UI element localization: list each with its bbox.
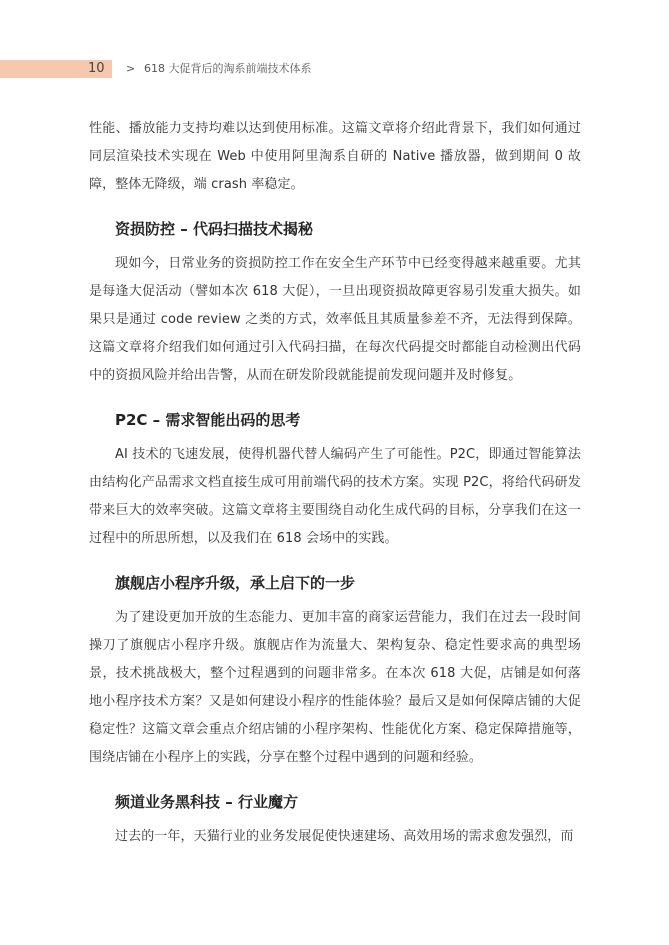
- paragraph-risk-control: 现如今，日常业务的资损防控工作在安全生产环节中已经变得越来越重要。尤其是每逢大促活动（譬如本次 618 大促），一旦出现资损故障更容易引发重大损失。如果只是通过 code review 之类的方式，效率低且其质量参差不齐，无法得到保障。这篇文章将介绍我们如何通过引入代码扫描，在每次代码提交时都能自动检测出代码中的资损风险并给出告警，从而在研发阶段就能提前发现问题并及时修复。: [89, 256, 581, 383]
- section-heading-industry-cube: 频道业务黑科技 – 行业魔方: [115, 793, 298, 811]
- running-title: 618 大促背后的淘系前端技术体系: [144, 62, 312, 75]
- page-number: 10: [88, 61, 105, 76]
- section-heading-p2c: P2C – 需求智能出码的思考: [115, 411, 301, 429]
- paragraph-intro: 性能、播放能力支持均难以达到使用标准。这篇文章将介绍此背景下，我们如何通过同层渲染技术实现在 Web 中使用阿里淘系自研的 Native 播放器，做到期间 0 故障，整体无降级，端 crash 率稳定。: [89, 121, 581, 192]
- paragraph-flagship-store: 为了建设更加开放的生态能力、更加丰富的商家运营能力，我们在过去一段时间操刀了旗舰店小程序升级。旗舰店作为流量大、架构复杂、稳定性要求高的典型场景，技术挑战极大，整个过程遇到的问题非常多。在本次 618 大促，店铺是如何落地小程序技术方案？又是如何建设小程序的性能体验？最后又是如何保障店铺的大促稳定性？这篇文章会重点介绍店铺的小程序架构、性能优化方案、稳定保障措施等，围绕店铺在小程序上的实践，分享在整个过程中遇到的问题和经验。: [89, 610, 581, 765]
- paragraph-industry-cube: 过去的一年，天猫行业的业务发展促使快速建场、高效用场的需求愈发强烈，而: [115, 829, 574, 844]
- article-body: [89, 115, 581, 851]
- section-heading-risk-control: 资损防控 – 代码扫描技术揭秘: [115, 220, 313, 238]
- chevron-right-icon: >: [126, 62, 136, 75]
- section-heading-flagship-store: 旗舰店小程序升级，承上启下的一步: [115, 574, 356, 592]
- paragraph-p2c: AI 技术的飞速发展，使得机器代替人编码产生了可能性。P2C，即通过智能算法由结构化产品需求文档直接生成可用前端代码的技术方案。实现 P2C，将给代码研发带来巨大的效率突破。这篇文章将主要围绕自动化生成代码的目标，分享我们在这一过程中的所思所想，以及我们在 618 会场中的实践。: [89, 447, 581, 546]
- running-header: [0, 60, 669, 78]
